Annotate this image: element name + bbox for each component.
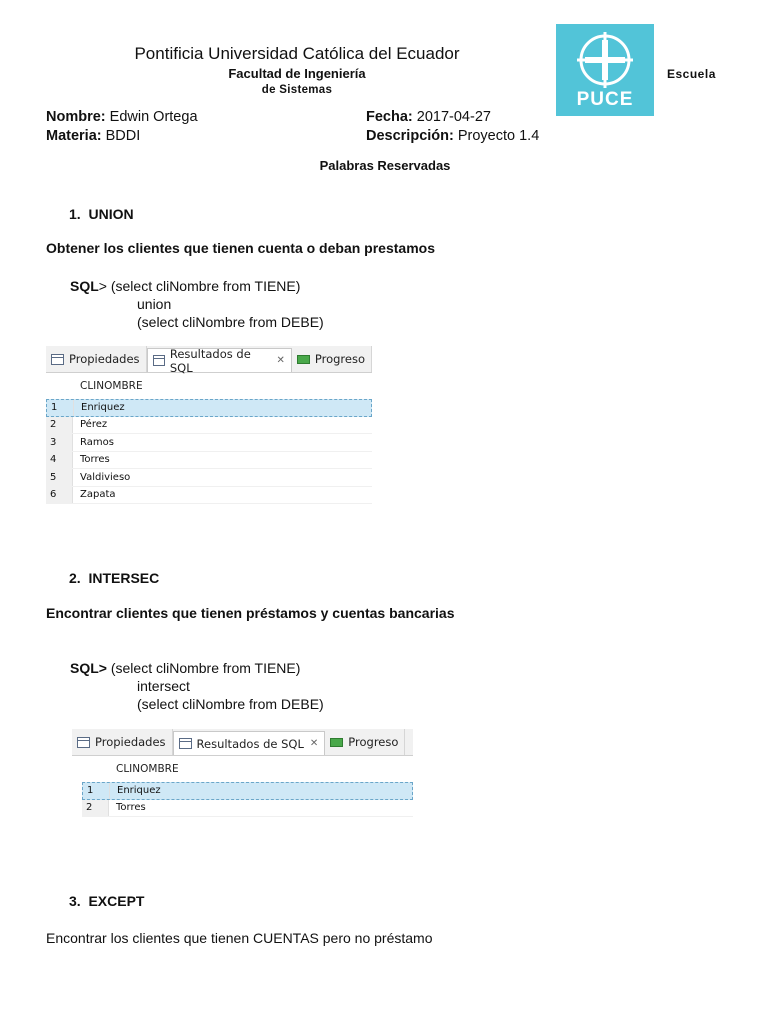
section-1-sql	[70, 277, 324, 331]
row-number: 6	[46, 487, 73, 504]
sql-line: union	[137, 296, 172, 312]
sql-line: (select cliNombre from DEBE)	[137, 696, 324, 712]
properties-icon	[51, 354, 64, 365]
cell-value: Torres	[116, 802, 146, 814]
department-name: de Sistemas	[261, 84, 333, 96]
progress-icon	[297, 355, 310, 364]
row-number: 5	[46, 469, 73, 486]
puce-logo	[556, 24, 654, 116]
sql-line: (select cliNombre from TIENE)	[106, 660, 301, 676]
row-number: 3	[46, 434, 73, 451]
subject-label: Materia:	[46, 128, 102, 144]
section-2-description: Encontrar clientes que tienen préstamos y cuentas bancarias	[46, 605, 455, 621]
subject-value: BDDI	[101, 128, 141, 144]
sql-results-panel-1	[46, 346, 372, 509]
tab-label: Progreso	[348, 735, 399, 749]
row-number: 4	[46, 452, 73, 469]
logo-text: PUCE	[576, 89, 634, 110]
document-title: Palabras Reservadas	[319, 158, 451, 173]
panel-tabs	[46, 346, 372, 373]
table-row[interactable]	[46, 469, 372, 487]
tab-label: Resultados de SQL	[169, 346, 251, 375]
row-number: 2	[82, 800, 109, 817]
tab-progress[interactable]	[325, 729, 405, 755]
section-3-description: Encontrar los clientes que tienen CUENTAS pero no préstamo	[46, 930, 433, 946]
progress-icon	[330, 738, 343, 747]
date-value: 2017-04-27	[412, 109, 491, 125]
cell-value: Enriquez	[81, 402, 125, 414]
tab-label: Propiedades	[95, 735, 166, 749]
row-number: 1	[47, 400, 74, 416]
cell-value: Ramos	[80, 436, 114, 448]
table-row[interactable]	[82, 800, 413, 818]
section-1-description: Obtener los clientes que tienen cuenta o deban prestamos	[46, 240, 435, 256]
subject	[46, 128, 140, 144]
school-label: Escuela	[667, 67, 716, 81]
section-number: 2.	[69, 570, 81, 586]
section-title: EXCEPT	[88, 893, 145, 909]
properties-icon	[77, 737, 90, 748]
faculty-name: Facultad de Ingeniería	[228, 66, 366, 81]
university-name: Pontificia Universidad Católica del Ecuador	[134, 44, 460, 63]
table-row[interactable]	[46, 452, 372, 470]
results-grid	[46, 373, 372, 504]
sql-line: intersect	[137, 678, 190, 694]
section-1-heading	[69, 206, 134, 222]
tab-label: Propiedades	[69, 352, 140, 366]
sql-prefix: SQL	[70, 278, 99, 294]
section-title: UNION	[88, 206, 134, 222]
section-3-heading	[69, 893, 144, 909]
name-label: Nombre:	[46, 109, 106, 125]
close-icon[interactable]: ✕	[276, 355, 285, 366]
section-2-heading	[69, 570, 159, 586]
table-row[interactable]	[46, 417, 372, 435]
student-name	[46, 109, 198, 125]
column-header[interactable]: CLINOMBRE	[80, 380, 143, 392]
tab-sql-results[interactable]	[173, 731, 326, 755]
section-2-sql	[70, 659, 324, 713]
sql-prefix: SQL>	[70, 660, 107, 676]
table-row[interactable]	[46, 434, 372, 452]
puce-cross-icon	[556, 26, 654, 96]
table-row[interactable]	[82, 782, 413, 800]
tab-properties[interactable]	[72, 729, 173, 755]
tab-label: Resultados de SQL	[196, 736, 304, 751]
tab-progress[interactable]	[292, 346, 372, 372]
cell-value: Pérez	[80, 419, 108, 431]
results-grid	[72, 756, 413, 817]
table-row[interactable]	[46, 399, 372, 417]
cell-value: Enriquez	[117, 785, 161, 797]
panel-tabs	[72, 729, 413, 756]
tab-sql-results[interactable]	[147, 346, 292, 375]
date	[366, 109, 491, 125]
sql-results-icon	[179, 738, 192, 749]
cell-value: Valdivieso	[80, 471, 131, 483]
date-label: Fecha:	[366, 109, 413, 125]
description	[366, 128, 539, 144]
cell-value: Zapata	[80, 489, 116, 501]
close-icon[interactable]: ✕	[309, 738, 319, 749]
sql-line: (select cliNombre from DEBE)	[137, 314, 324, 330]
row-number: 1	[83, 783, 110, 799]
section-title: INTERSEC	[88, 570, 160, 586]
description-label: Descripción:	[366, 128, 454, 144]
column-header[interactable]: CLINOMBRE	[116, 763, 179, 775]
table-row[interactable]	[46, 487, 372, 505]
cell-value: Torres	[80, 454, 110, 466]
description-value: Proyecto 1.4	[453, 128, 540, 144]
section-number: 1.	[69, 206, 81, 222]
sql-results-icon	[153, 355, 165, 366]
section-number: 3.	[69, 893, 81, 909]
sql-line: > (select cliNombre from TIENE)	[98, 278, 301, 294]
sql-results-panel-2	[72, 729, 413, 837]
tab-label: Progreso	[314, 352, 365, 366]
tab-properties[interactable]	[46, 346, 147, 372]
row-number: 2	[46, 417, 73, 434]
name-value: Edwin Ortega	[105, 109, 198, 125]
